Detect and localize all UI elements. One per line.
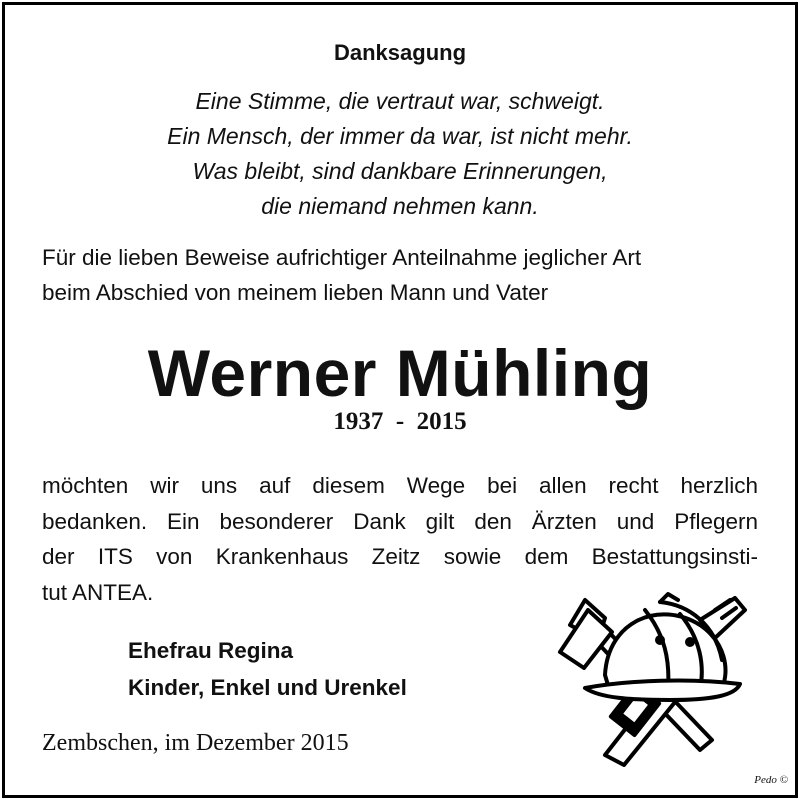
deceased-name: Werner Mühling — [147, 336, 653, 410]
intro-line: beim Abschied von meinem lieben Mann und Vater — [42, 280, 549, 305]
signatory: Ehefrau Regina — [128, 638, 294, 663]
heading: Danksagung — [333, 40, 467, 65]
place-date: Zembschen, im Dezember 2015 — [42, 730, 349, 756]
designer-credit: Pedo © — [754, 774, 788, 786]
poem-line: Ein Mensch, der immer da war, ist nicht mehr. — [167, 123, 633, 149]
firefighter-helmet-axe-icon — [550, 580, 755, 770]
thanks-line: bedanken. Ein besonderer Dank gilt den Ärzten und Pflegern — [42, 508, 758, 534]
signatories — [128, 632, 407, 706]
poem-line: Was bleibt, sind dankbare Erinnerungen, — [192, 158, 608, 184]
thanks-line: tut ANTEA. — [42, 579, 154, 605]
poem — [0, 84, 800, 224]
thanks-line: der ITS von Krankenhaus Zeitz sowie dem Bestattungsinsti- — [42, 544, 758, 569]
life-dates: 1937 - 2015 — [333, 408, 467, 435]
signatory: Kinder, Enkel und Urenkel — [128, 675, 407, 700]
poem-line: die niemand nehmen kann. — [261, 193, 539, 219]
intro-line: Für die lieben Beweise aufrichtiger Anteilnahme jeglicher Art — [42, 245, 642, 270]
thanks-line: möchten wir uns auf diesem Wege bei allen recht herzlich — [42, 473, 758, 498]
poem-line: Eine Stimme, die vertraut war, schweigt. — [195, 88, 605, 114]
intro-text — [42, 240, 641, 310]
